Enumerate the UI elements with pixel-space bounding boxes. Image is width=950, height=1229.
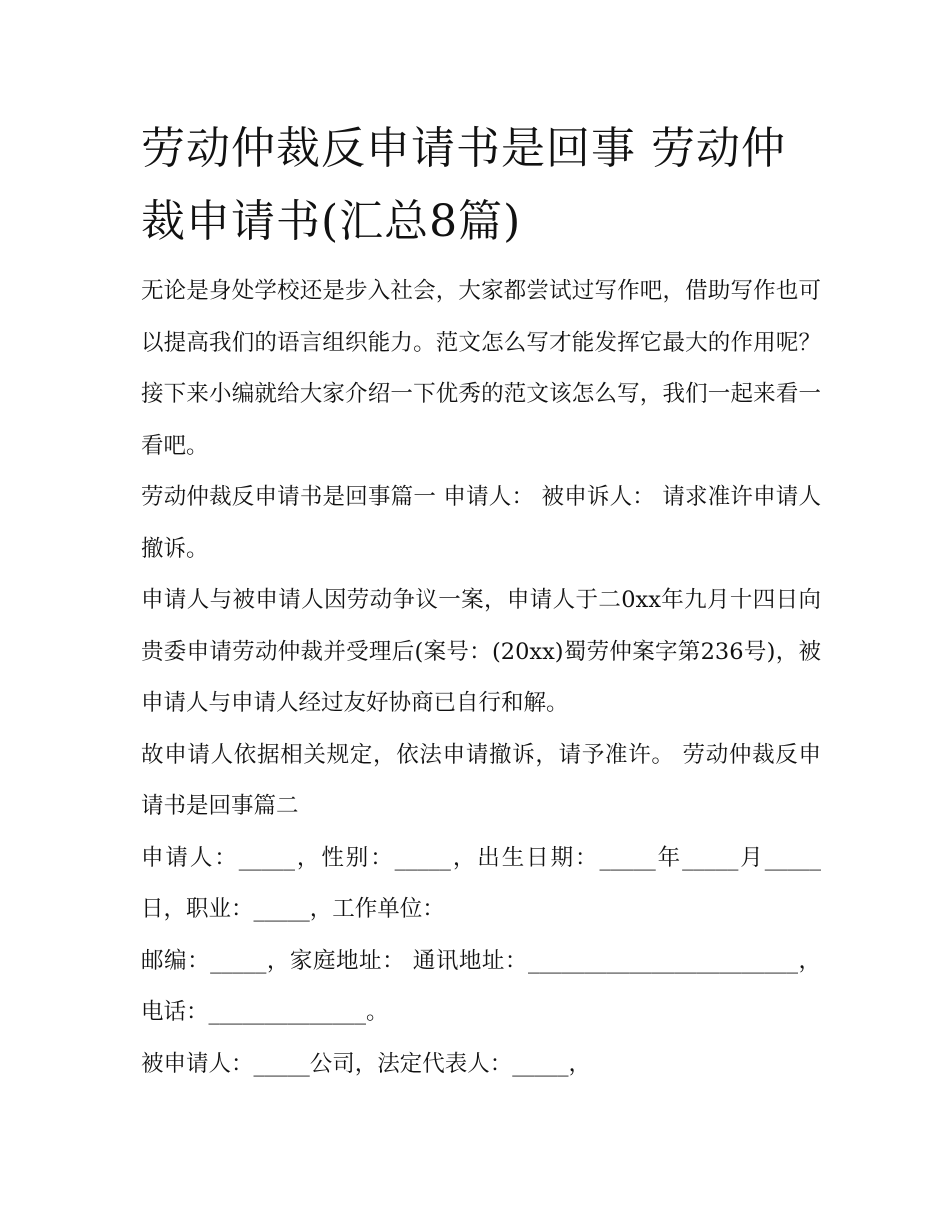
applicant-info-paragraph: 申请人：_____，性别：_____，出生日期：_____年_____月_____日，职业：_____，工作单位： bbox=[141, 844, 821, 922]
intro-paragraph: 无论是身处学校还是步入社会，大家都尝试过写作吧，借助写作也可以提高我们的语言组织能力。范文怎么写才能发挥它最大的作用呢？接下来小编就给大家介绍一下优秀的范文该怎么写，我们一起来看一看吧。 bbox=[141, 278, 821, 459]
address-info-paragraph: 邮编：_____，家庭地址： 通讯地址：________________________，电话：______________。 bbox=[141, 947, 821, 1025]
section-one-header-paragraph: 劳动仲裁反申请书是回事篇一 申请人： 被申诉人： 请求准许申请人撤诉。 bbox=[141, 484, 821, 562]
respondent-info-paragraph: 被申请人：_____公司，法定代表人：_____， bbox=[141, 1050, 592, 1077]
withdrawal-request-paragraph: 故申请人依据相关规定，依法申请撤诉，请予准许。 劳动仲裁反申请书是回事篇二 bbox=[141, 741, 821, 819]
document-body bbox=[141, 112, 821, 1090]
document-title: 劳动仲裁反申请书是回事 劳动仲裁申请书(汇总8篇) bbox=[141, 123, 786, 247]
case-facts-paragraph: 申请人与被申请人因劳动争议一案，申请人于二0xx年九月十四日向贵委申请劳动仲裁并受理后(案号：(20xx)蜀劳仲案字第236号)，被申请人与申请人经过友好协商已自行和解。 bbox=[141, 587, 821, 716]
